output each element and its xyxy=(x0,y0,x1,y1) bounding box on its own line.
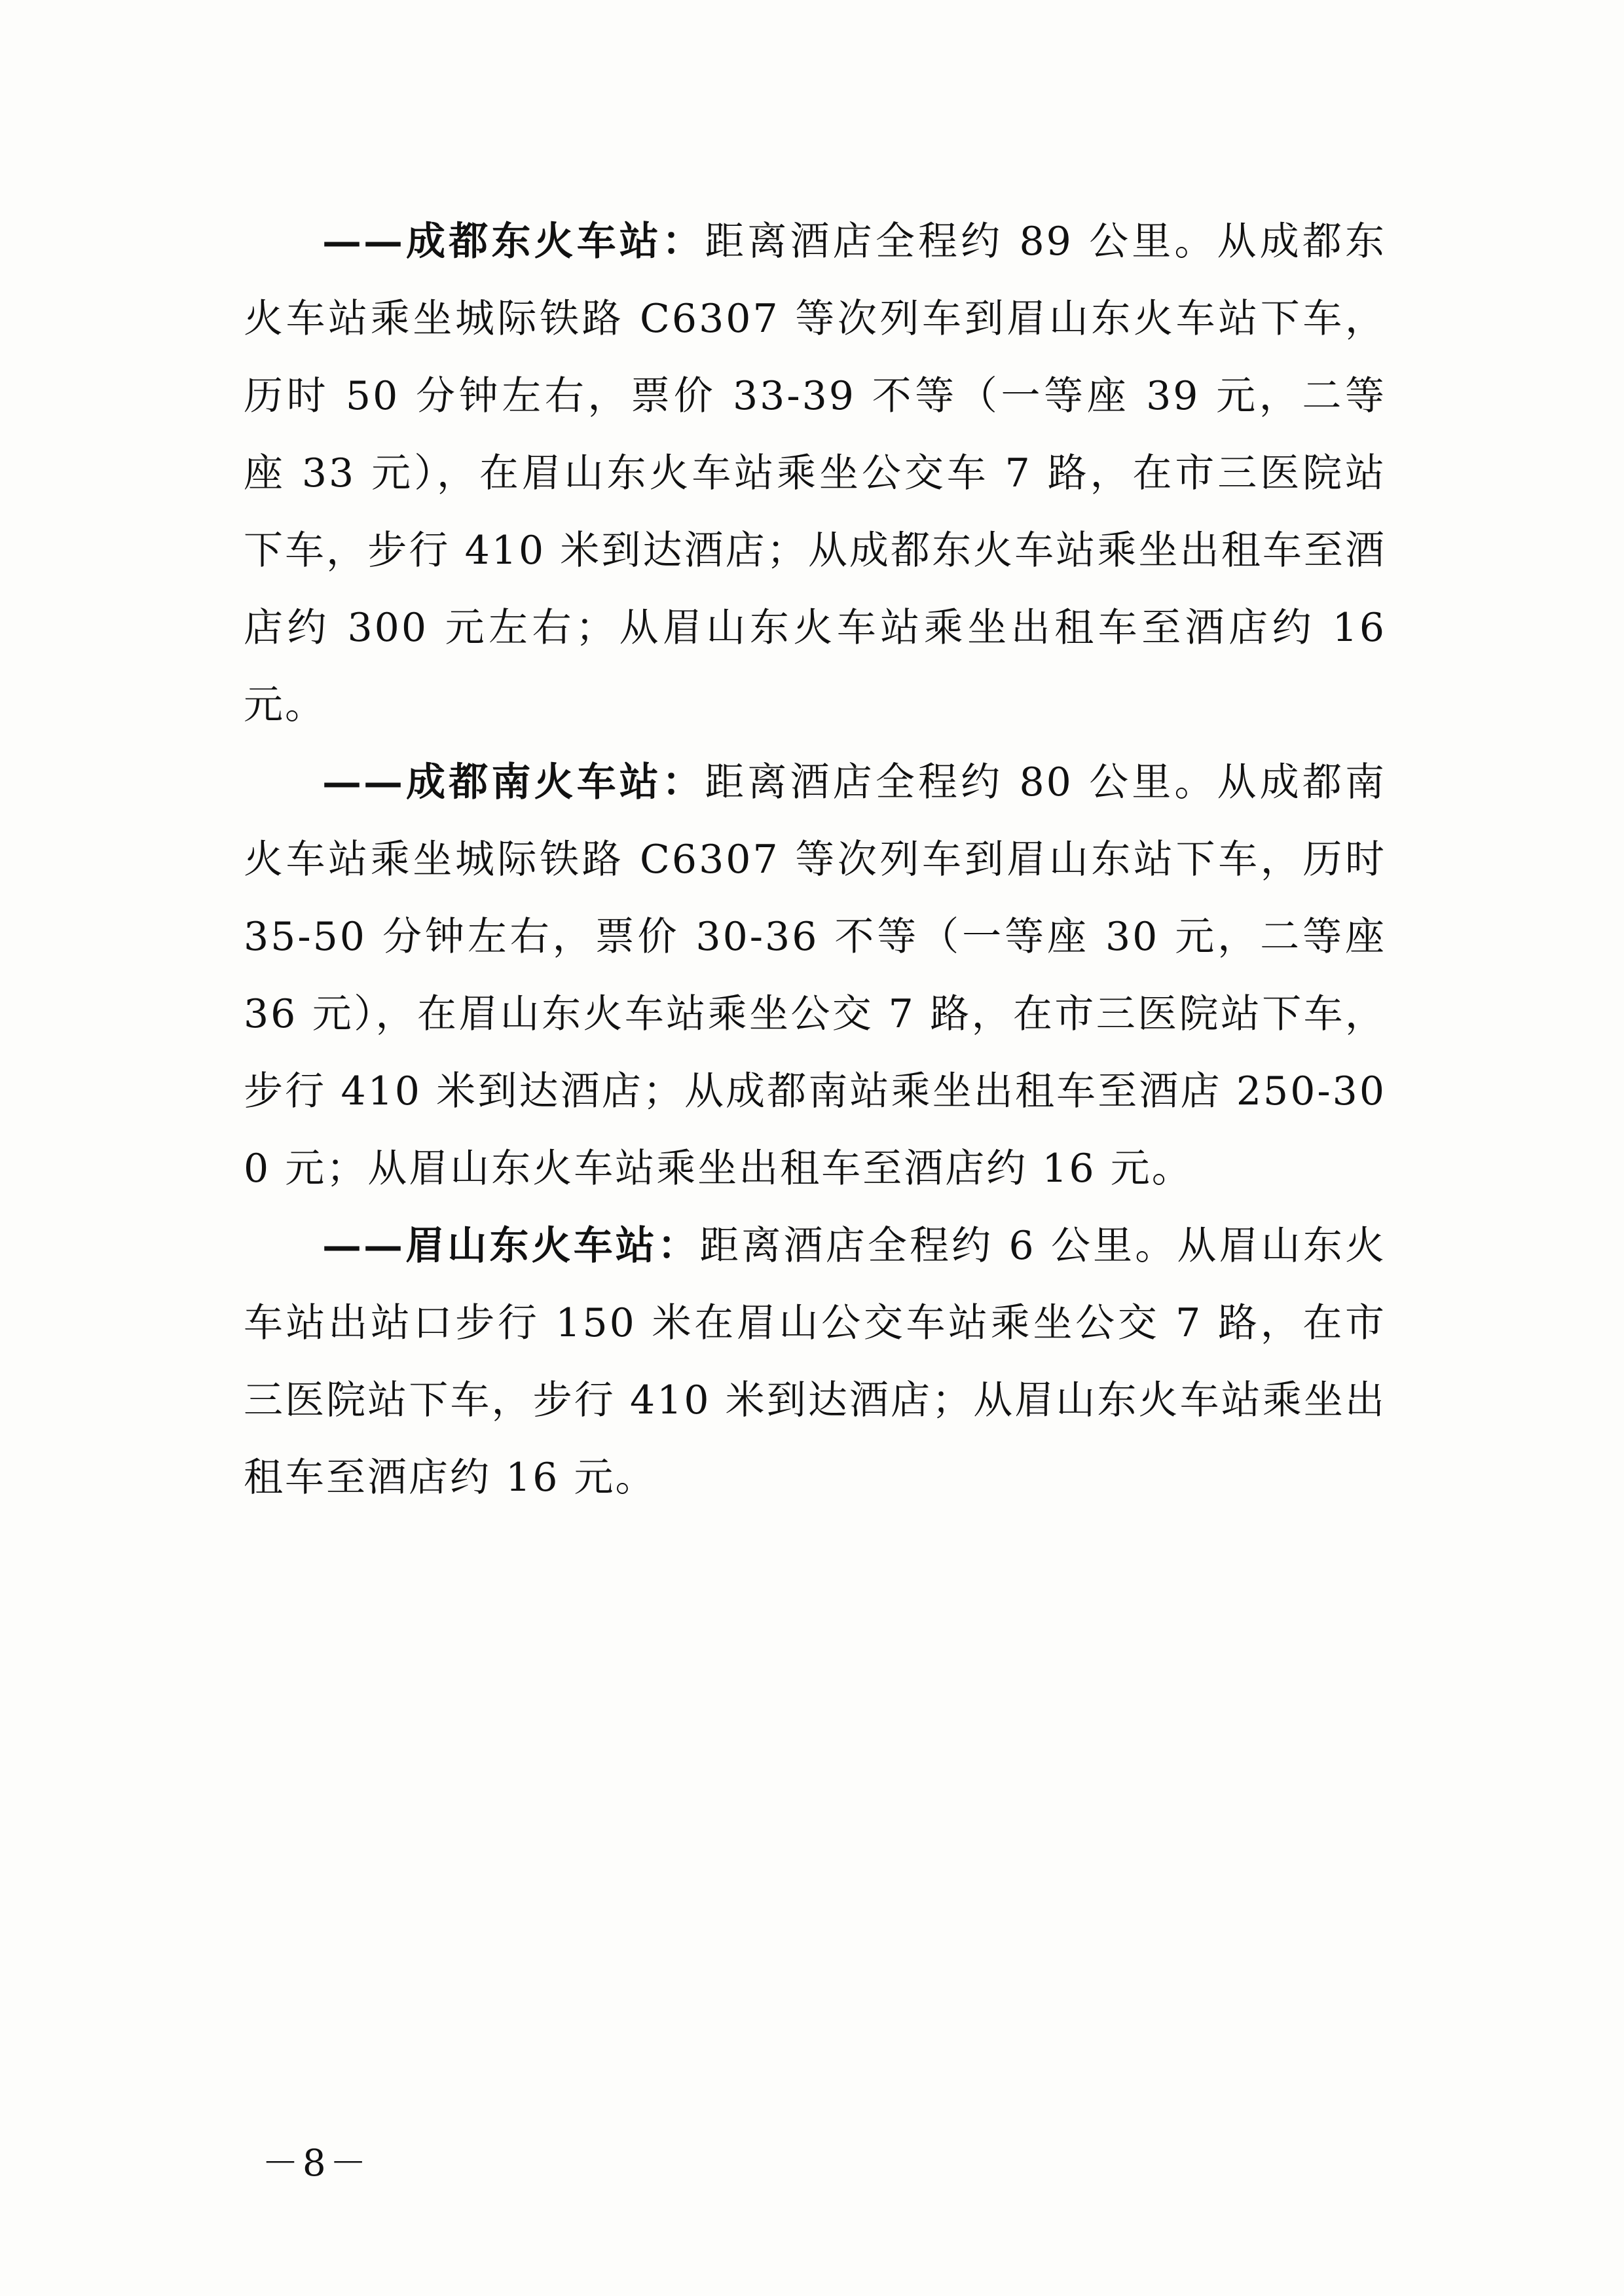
paragraph-meishan-east-station xyxy=(244,1207,1386,1516)
paragraph-chengdu-east-station xyxy=(244,203,1386,744)
paragraph-text: 距离酒店全程约 80 公里。从成都南火车站乘坐城际铁路 C6307 等次列车到眉山东站下车，历时 35-50 分钟左右，票价 30-36 不等（一等座 30 元，二等座 36 元），在眉山东火车站乘坐公交 7 路，在市三医院站下车，步行 410 米到达酒店；从成都南站乘坐出租车至酒店 250-300 元；从眉山东火车站乘坐出租车至酒店约 16 元。 xyxy=(244,759,1386,1192)
paragraph-heading: ——成都东火车站： xyxy=(322,219,705,264)
paragraph-heading: ——眉山东火车站： xyxy=(322,1223,700,1269)
document-body xyxy=(244,203,1386,1516)
paragraph-text: 距离酒店全程约 6 公里。从眉山东火车站出站口步行 150 米在眉山公交车站乘坐公交 7 路，在市三医院站下车，步行 410 米到达酒店；从眉山东火车站乘坐出租车至酒店约 16 元。 xyxy=(244,1223,1386,1501)
paragraph-heading: ——成都南火车站： xyxy=(322,759,705,805)
paragraph-text: 距离酒店全程约 89 公里。从成都东火车站乘坐城际铁路 C6307 等次列车到眉山东火车站下车，历时 50 分钟左右，票价 33-39 不等（一等座 39 元，二等座 33 元），在眉山东火车站乘坐公交车 7 路，在市三医院站下车，步行 410 米到达酒店；从成都东火车站乘坐出租车至酒店约 300 元左右；从眉山东火车站乘坐出租车至酒店约 16 元。 xyxy=(244,219,1386,728)
page-number: －8－ xyxy=(262,2142,371,2185)
paragraph-chengdu-south-station xyxy=(244,744,1386,1207)
